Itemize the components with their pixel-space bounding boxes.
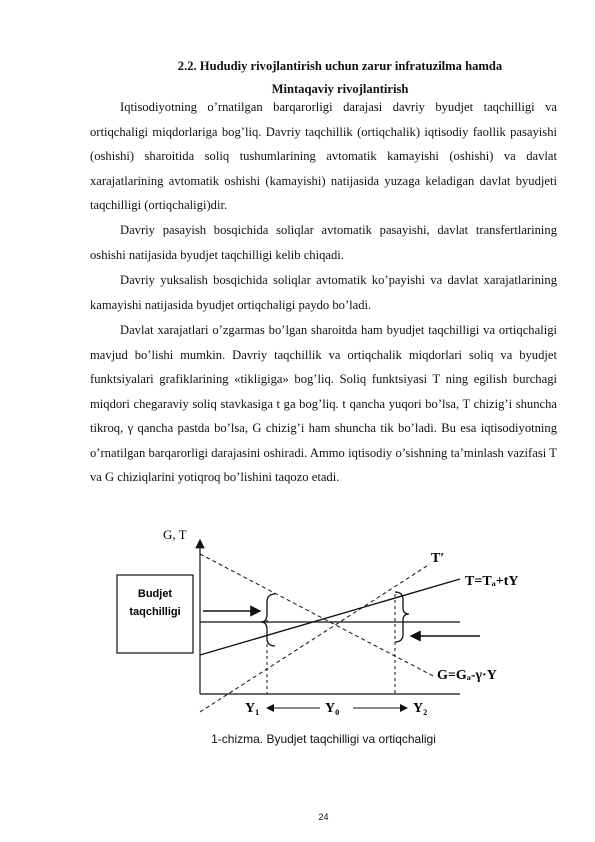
y1-label: Y₁ <box>245 701 260 716</box>
g-line <box>200 554 435 677</box>
t-prime-label: T′ <box>431 551 445 566</box>
page-number: 24 <box>318 812 329 822</box>
g-line-label: G=Gₐ-γ·Y <box>437 668 497 683</box>
deficit-brace <box>261 594 275 646</box>
section-heading: 2.2. Hududiy rivojlantirish uchun zarur infratuzilma hamda <box>177 59 503 73</box>
paragraph-4: Davlat xarajatlari o’zgarmas bo’lgan sharoitda ham byudjet taqchilligi va ortiqchaligi mavjud bo’lishi mumkin. Davriy taqchillik va ortiqchalik miqdorlari soliq va byudjet funktsiyalari grafiklarining «tikligiga» bog’liq. Soliq funktsiyasi T ning egilish burchagi miqdori chegaraviy soliq stavkasiga t ga bog’liq. t qancha yuqori bo’lsa, T chizig’i shuncha tikroq, γ qancha pastda bo’lsa, G chizig’i ham shuncha tik bo’ladi. Bu esa iqtisodiyotning o’rnatilgan barqarorligi darajasini oshiradi. Ammo iqtisodiy o’sishning ta’minlash vazifasi T va G chiziqlarini yotiqroq bo’lishini taqozo etadi. <box>90 323 557 484</box>
t-line-label: T=Tₐ+tY <box>465 574 519 589</box>
surplus-brace <box>395 592 409 642</box>
deficit-box-line2: taqchilligi <box>129 606 181 618</box>
paragraph-3: Davriy yuksalish bosqichida soliqlar avtomatik ko’payishi va davlat xarajatlarining kamayishi natijasida byudjet ortiqchaligi paydo bo’ladi. <box>90 273 557 312</box>
deficit-box-line1: Budjet <box>137 588 173 600</box>
paragraph-2: Davriy pasayish bosqichida soliqlar avtomatik pasayishi, davlat transfertlarining oshishi natijasida byudjet taqchilligi kelib chiqadi. <box>90 223 557 262</box>
y-axis-label: G, T <box>163 527 187 542</box>
y0-label: Y₀ <box>325 701 340 716</box>
paragraph-1: Iqtisodiyotning o’rnatilgan barqarorligi darajasi davriy byudjet taqchilligi va ortiqchaligi miqdorlariga bog’liq. Davriy taqchillik (ortiqchalik) iqtisodiy faollik pasayishi (oshishi) sharoitida soliq tushumlarining avtomatik kamayishi (oshishi) va davlat xarajatlarining avtomatik oshishi (kamayishi) natijasida yuzaga keladigan davlat byudjeti taqchilligi (ortiqchaligi)dir. <box>90 100 557 212</box>
t-line <box>200 579 460 655</box>
y2-label: Y₂ <box>413 701 428 716</box>
figure-caption: 1-chizma. Byudjet taqchilligi va ortiqchaligi <box>211 732 436 746</box>
budget-deficit-diagram <box>115 522 535 722</box>
section-subheading: Mintaqaviy rivojlantirish <box>271 82 409 96</box>
